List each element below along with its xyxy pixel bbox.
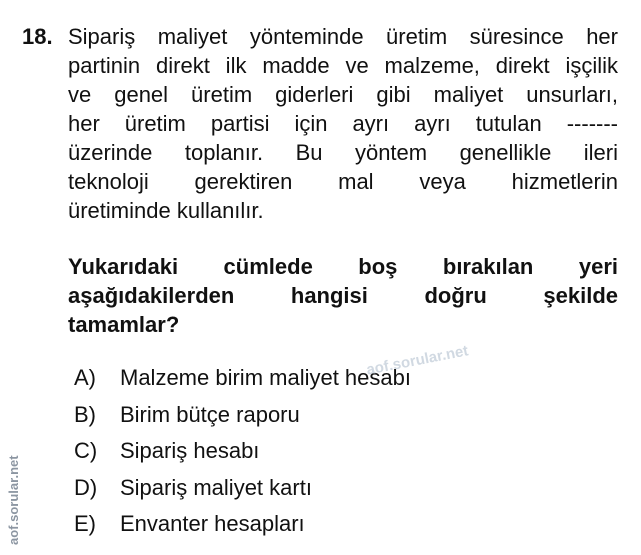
stem-line: üretiminde kullanılır. bbox=[68, 198, 264, 223]
option-letter: E) bbox=[74, 511, 96, 536]
option-letter: A) bbox=[74, 365, 96, 390]
question-number: 18. bbox=[22, 24, 53, 49]
watermark-side: aof.sorular.net bbox=[6, 455, 21, 545]
stem-line: her üretim partisi için ayrı ayrı tutulan ------- bbox=[68, 111, 618, 136]
stem-line: üzerinde toplanır. Bu yöntem genellikle ileri bbox=[68, 140, 618, 165]
option-a[interactable] bbox=[74, 360, 594, 397]
option-d[interactable] bbox=[74, 470, 594, 507]
question-prompt bbox=[68, 252, 618, 339]
option-text: Birim bütçe raporu bbox=[120, 401, 300, 427]
option-text: Sipariş maliyet kartı bbox=[120, 474, 312, 500]
question-stem bbox=[68, 22, 618, 225]
prompt-line: aşağıdakilerden hangisi doğru şekilde bbox=[68, 283, 618, 308]
prompt-line: tamamlar? bbox=[68, 312, 180, 337]
stem-line: teknoloji gerektiren mal veya hizmetlerin bbox=[68, 169, 618, 194]
option-letter: B) bbox=[74, 401, 96, 427]
option-letter: D) bbox=[74, 474, 98, 500]
prompt-line: Yukarıdaki cümlede boş bırakılan yeri bbox=[68, 254, 618, 279]
option-c[interactable] bbox=[74, 433, 594, 470]
stem-line: ve genel üretim giderleri gibi maliyet unsurları, bbox=[68, 82, 618, 107]
option-e[interactable] bbox=[74, 506, 594, 543]
stem-line: Sipariş maliyet yönteminde üretim süresince her bbox=[68, 24, 618, 49]
watermark-center: aof.sorular.net bbox=[365, 342, 470, 379]
option-b[interactable] bbox=[74, 397, 594, 434]
option-text: Envanter hesapları bbox=[120, 511, 305, 536]
option-text: Sipariş hesabı bbox=[120, 438, 260, 463]
answer-options bbox=[74, 360, 594, 543]
option-text: Malzeme birim maliyet hesabı bbox=[120, 365, 411, 390]
option-letter: C) bbox=[74, 438, 98, 463]
stem-line: partinin direkt ilk madde ve malzeme, direkt işçilik bbox=[68, 53, 618, 78]
